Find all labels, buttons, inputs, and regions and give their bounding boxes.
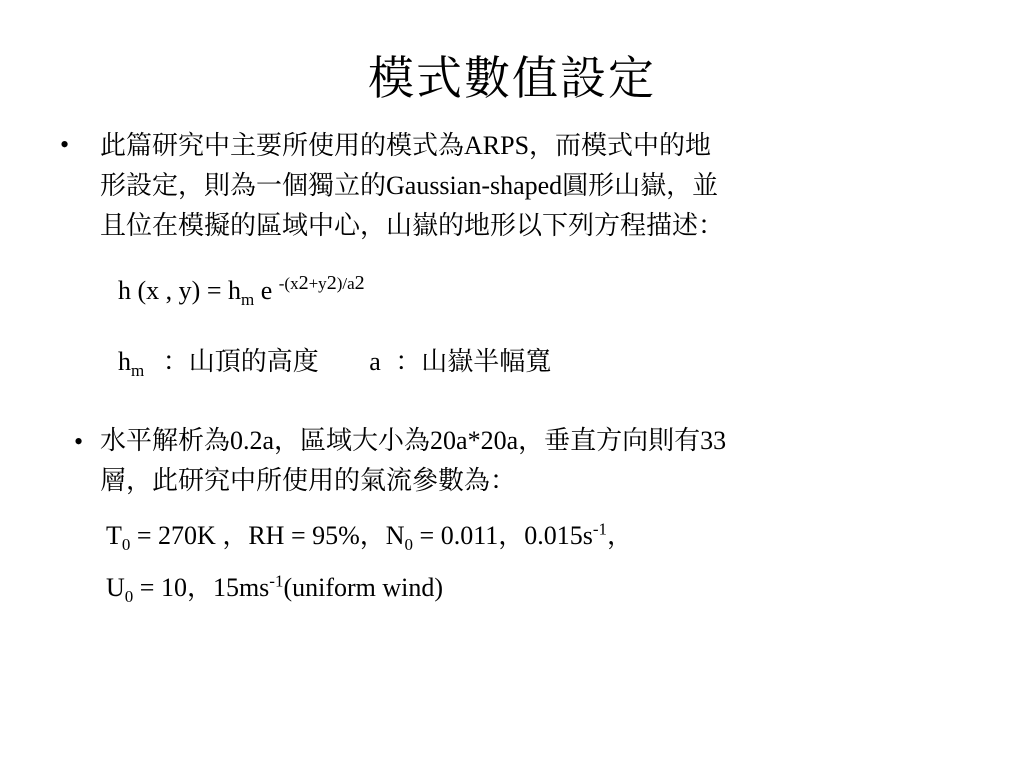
slide-title: 模式數值設定 (368, 53, 656, 104)
a-description: ：山嶽半幅寬 (395, 347, 552, 376)
n-sup: -1 (592, 519, 608, 539)
equation-exponent: -(x2+y2)/a2 (278, 272, 365, 295)
u-end: (uniform wind) (283, 573, 444, 602)
flow-parameters-line-1 (106, 515, 634, 555)
hm-label: h (118, 347, 131, 376)
u-symbol: U (106, 573, 125, 602)
bullet-2-text (100, 421, 726, 501)
u-value: = 10，15ms (133, 573, 270, 602)
gaussian-equation (118, 272, 365, 310)
a-label: a (369, 347, 381, 376)
n-end: ， (607, 521, 634, 550)
t-sub: 0 (121, 535, 131, 555)
bullet-marker-2: • (74, 427, 84, 456)
bullet-1-line-3: 且位在模擬的區域中心，山嶽的地形以下列方程描述： (100, 211, 725, 240)
equation-hm-sub: m (240, 290, 255, 310)
flow-parameters-line-2 (106, 567, 444, 607)
bullet-2-line-2: 層，此研究中所使用的氣流參數為： (100, 466, 517, 495)
bullet-1-line-1: 此篇研究中主要所使用的模式為ARPS，而模式中的地 (100, 131, 712, 160)
u-sup: -1 (269, 571, 284, 591)
bullet-1-line-2: 形設定，則為一個獨立的Gaussian-shaped圓形山嶽，並 (100, 171, 719, 200)
hm-label-sub: m (131, 361, 145, 381)
t-symbol: T (106, 521, 122, 550)
n-value: = 0.011，0.015s (413, 521, 593, 550)
n-sub: 0 (404, 535, 414, 555)
bullet-marker-1: • (60, 130, 70, 159)
hm-description: ：山頂的高度 (162, 347, 319, 376)
bullet-1-text (100, 126, 724, 246)
equation-e: e (254, 276, 279, 305)
u-sub: 0 (124, 587, 134, 607)
bullet-2-line-1: 水平解析為0.2a，區域大小為20a*20a，垂直方向則有33 (100, 426, 727, 455)
variable-definitions (118, 341, 552, 381)
equation-lhs: h (x , y) = h (118, 276, 241, 305)
t-value: = 270K ，RH = 95%，N (130, 521, 405, 550)
